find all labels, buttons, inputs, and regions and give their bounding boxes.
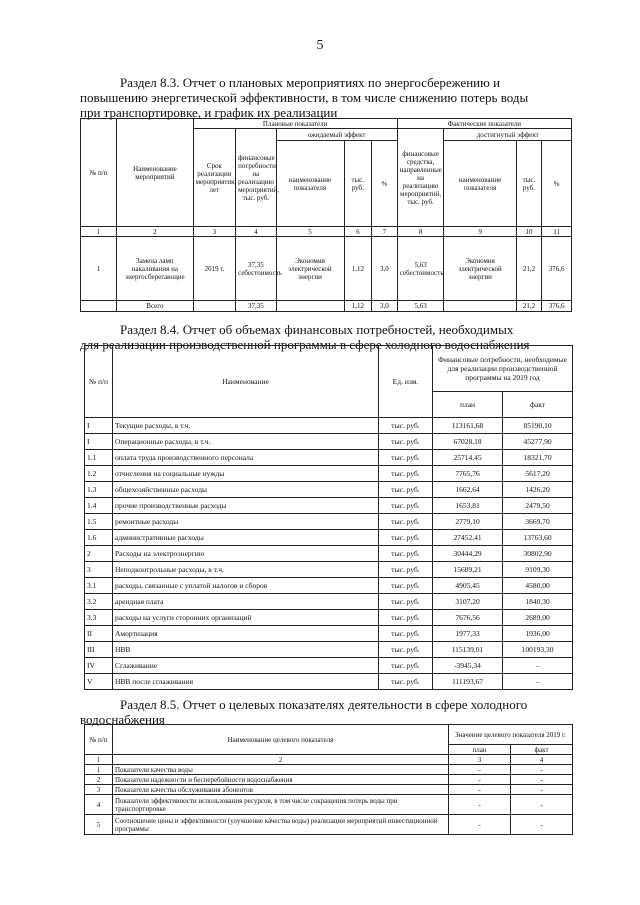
row-num: V <box>85 674 113 690</box>
row-num: 2 <box>85 546 113 562</box>
row-plan: 111193,67 <box>433 674 503 690</box>
header-needs: Финансовые потребности, необходимые для реализации производственной программы на 2019 год <box>433 346 573 392</box>
row-name: Замена ламп накаливания на энергосберегающие <box>117 237 194 301</box>
header-name: Наименование <box>113 346 379 418</box>
header-name: Наименование мероприятий <box>117 119 194 227</box>
row-plan: 67028,18 <box>433 434 503 450</box>
table-row <box>85 434 573 450</box>
row-plan: 30444,29 <box>433 546 503 562</box>
row-num: 3.3 <box>85 610 113 626</box>
header-achieved-effect: достигнутый эффект <box>444 129 572 141</box>
row-num: 5 <box>85 815 113 835</box>
col-number: 11 <box>542 227 572 237</box>
target-indicators-table <box>84 724 573 835</box>
header-num: № п/п <box>81 119 117 227</box>
header-ach-pct: % <box>542 141 572 227</box>
row-num: 3.2 <box>85 594 113 610</box>
header-planned: Плановые показатели <box>193 119 397 129</box>
row-name: ремонтные расходы <box>113 514 379 530</box>
section-8-3-title-line2: повышению энергетической эффективности, в том числе снижению потерь воды <box>80 90 529 105</box>
header-ach-rub: тыс. руб. <box>516 141 542 227</box>
row-fact: - <box>511 775 573 785</box>
column-numbers-row <box>81 227 572 237</box>
row-name: административные расходы <box>113 530 379 546</box>
total-ach-rub: 21,2 <box>516 301 542 312</box>
row-fact: 13763,60 <box>503 530 573 546</box>
row-term: 2019 г. <box>193 237 236 301</box>
row-name: арендная плата <box>113 594 379 610</box>
row-name: Показатели надежности и бесперебойности водоснабжения <box>113 775 449 785</box>
row-fin-plan: 37,35 себестоимость <box>236 237 276 301</box>
row-name: Показатели эффективности использования ресурсов, в том числе сокращения потерь воды при транспортировке <box>113 795 449 815</box>
row-num: 1.1 <box>85 450 113 466</box>
row-name: Сглаживание <box>113 658 379 674</box>
row-name: расходы, связанные с уплатой налогов и сборов <box>113 578 379 594</box>
col-number: 10 <box>516 227 542 237</box>
row-num: III <box>85 642 113 658</box>
row-unit: тыс. руб. <box>379 434 433 450</box>
column-numbers-row <box>85 755 573 765</box>
row-ach-pct: 376,6 <box>542 237 572 301</box>
col-number: 2 <box>117 227 194 237</box>
col-number: 7 <box>372 227 398 237</box>
row-num: 1 <box>85 765 113 775</box>
table-row <box>85 610 573 626</box>
table-row <box>85 450 573 466</box>
row-name: прочие производственные расходы <box>113 498 379 514</box>
table-row <box>85 815 573 835</box>
row-name: Операционные расходы, в т.ч. <box>113 434 379 450</box>
header-fact: факт <box>503 392 573 418</box>
row-fact: - <box>503 658 573 674</box>
row-unit: тыс. руб. <box>379 498 433 514</box>
row-unit: тыс. руб. <box>379 658 433 674</box>
section-8-5-title <box>80 697 575 727</box>
row-fact: - <box>503 674 573 690</box>
table-row <box>85 775 573 785</box>
row-plan: 113161,68 <box>433 418 503 434</box>
row-fact: 3669,70 <box>503 514 573 530</box>
row-unit: тыс. руб. <box>379 626 433 642</box>
col-number: 5 <box>276 227 344 237</box>
table-row <box>85 530 573 546</box>
table-row <box>85 514 573 530</box>
row-plan: - <box>449 795 511 815</box>
header-exp-pct: % <box>372 141 398 227</box>
total-ach-pct: 376,6 <box>542 301 572 312</box>
row-num: IV <box>85 658 113 674</box>
row-ach-name: Экономия электрической энергии <box>444 237 516 301</box>
row-unit: тыс. руб. <box>379 514 433 530</box>
col-number: 1 <box>81 227 117 237</box>
table-row <box>85 498 573 514</box>
table-row <box>85 642 573 658</box>
row-unit: тыс. руб. <box>379 610 433 626</box>
header-fin-actual: финансовые средства, направленные на реализацию мероприятий, тыс. руб. <box>397 129 444 227</box>
row-name: Расходы на электроэнергию <box>113 546 379 562</box>
row-fact: 100193,30 <box>503 642 573 658</box>
row-ach-rub: 21,2 <box>516 237 542 301</box>
row-plan: - <box>449 775 511 785</box>
row-plan: 1662,64 <box>433 482 503 498</box>
row-fact: - <box>511 785 573 795</box>
row-name: отчисления на социальные нужды <box>113 466 379 482</box>
total-exp-pct: 3,0 <box>372 301 398 312</box>
col-number: 4 <box>236 227 276 237</box>
col-number: 9 <box>444 227 516 237</box>
row-fact: 18321,70 <box>503 450 573 466</box>
row-exp-rub: 1,12 <box>344 237 372 301</box>
row-name: Амортизация <box>113 626 379 642</box>
energy-saving-table <box>80 118 572 312</box>
row-num: 3 <box>85 785 113 795</box>
header-exp-indicator: наименование показателя <box>276 141 344 227</box>
section-8-4-title-line2: для реализации производственной программы в сфере холодного водоснабжения <box>80 337 530 352</box>
row-fact: 1840,30 <box>503 594 573 610</box>
header-plan: план <box>433 392 503 418</box>
total-label: Всего <box>117 301 194 312</box>
row-exp-name: Экономия электрической энергии <box>276 237 344 301</box>
table-row <box>85 546 573 562</box>
row-fact: 2689,00 <box>503 610 573 626</box>
row-fact: 1936,00 <box>503 626 573 642</box>
row-num: I <box>85 434 113 450</box>
header-fact: факт <box>511 745 573 755</box>
row-plan: 7765,76 <box>433 466 503 482</box>
row-unit: тыс. руб. <box>379 466 433 482</box>
row-plan: 1977,33 <box>433 626 503 642</box>
row-unit: тыс. руб. <box>379 674 433 690</box>
row-plan: 7676,56 <box>433 610 503 626</box>
section-8-3-title <box>80 75 570 120</box>
row-plan: 4905,45 <box>433 578 503 594</box>
section-8-5-title-line2: водоснабжения <box>80 712 165 727</box>
row-num: I <box>85 418 113 434</box>
col-number: 6 <box>344 227 372 237</box>
col-number: 8 <box>397 227 444 237</box>
row-fact: - <box>511 765 573 775</box>
row-fact: - <box>511 815 573 835</box>
header-unit: Ед. изм. <box>379 346 433 418</box>
row-unit: тыс. руб. <box>379 482 433 498</box>
header-actual: Фактические показатели <box>397 119 571 129</box>
row-exp-pct: 3,0 <box>372 237 398 301</box>
header-ach-indicator: наименование показателя <box>444 141 516 227</box>
row-plan: 15689,21 <box>433 562 503 578</box>
total-fin-actual: 5,63 <box>397 301 444 312</box>
header-value: Значение целевого показателя 2019 г. <box>449 725 573 745</box>
row-num: 1.2 <box>85 466 113 482</box>
row-unit: тыс. руб. <box>379 418 433 434</box>
row-fact: - <box>511 795 573 815</box>
row-plan: 27452,41 <box>433 530 503 546</box>
row-plan: 25714,45 <box>433 450 503 466</box>
row-unit: тыс. руб. <box>379 450 433 466</box>
table-row <box>85 466 573 482</box>
row-plan: 3107,20 <box>433 594 503 610</box>
row-name: НВВ <box>113 642 379 658</box>
row-fact: 9109,30 <box>503 562 573 578</box>
row-plan: 2779,10 <box>433 514 503 530</box>
col-number: 4 <box>511 755 573 765</box>
row-fact: 5617,20 <box>503 466 573 482</box>
row-num: 3 <box>85 562 113 578</box>
row-num: 1.6 <box>85 530 113 546</box>
row-name: оплата труда производственного персонала <box>113 450 379 466</box>
row-plan: - <box>449 815 511 835</box>
table-row <box>85 658 573 674</box>
table-row <box>81 237 572 301</box>
row-plan: 1653,81 <box>433 498 503 514</box>
row-plan: - <box>449 765 511 775</box>
row-num: 1.4 <box>85 498 113 514</box>
table-row <box>85 594 573 610</box>
section-8-3-title-line1: Раздел 8.3. Отчет о плановых мероприятиях по энергосбережению и <box>120 75 501 90</box>
section-8-5-title-line1: Раздел 8.5. Отчет о целевых показателях деятельности в сфере холодного <box>120 697 528 712</box>
total-exp-rub: 1,12 <box>344 301 372 312</box>
row-fact: 4580,00 <box>503 578 573 594</box>
row-fact: 85190,10 <box>503 418 573 434</box>
header-plan: план <box>449 745 511 755</box>
table-row <box>85 795 573 815</box>
table-row <box>85 785 573 795</box>
row-num: 4 <box>85 795 113 815</box>
row-unit: тыс. руб. <box>379 594 433 610</box>
row-name: Показатели качества обслуживания абонентов <box>113 785 449 795</box>
header-num: № п/п <box>85 346 113 418</box>
row-plan: -3945,34 <box>433 658 503 674</box>
col-number: 3 <box>193 227 236 237</box>
section-8-4-title-line1: Раздел 8.4. Отчет об объемах финансовых потребностей, необходимых <box>120 322 514 337</box>
row-num: 2 <box>85 775 113 785</box>
header-fin-plan: финансовые потребности на реализацию мероприятий, тыс. руб. <box>236 129 276 227</box>
row-unit: тыс. руб. <box>379 578 433 594</box>
page-number: 5 <box>316 38 324 53</box>
row-name: Показатели качества воды <box>113 765 449 775</box>
row-fact: 1426,20 <box>503 482 573 498</box>
row-fact: 30802,90 <box>503 546 573 562</box>
header-expected-effect: ожидаемый эффект <box>276 129 397 141</box>
row-name: Текущие расходы, в т.ч. <box>113 418 379 434</box>
row-name: Соотношение цены и эффективности (улучшение качества воды) реализации мероприятий инвестиционной программы <box>113 815 449 835</box>
row-num: 3.1 <box>85 578 113 594</box>
col-number: 3 <box>449 755 511 765</box>
col-number: 2 <box>113 755 449 765</box>
row-name: расходы на услуги сторонних организаций <box>113 610 379 626</box>
header-term: Срок реализации мероприятия, лет <box>193 129 236 227</box>
table-row <box>85 674 573 690</box>
col-number: 1 <box>85 755 113 765</box>
table-row <box>85 418 573 434</box>
row-unit: тыс. руб. <box>379 642 433 658</box>
table-row <box>85 765 573 775</box>
row-name: НВВ после сглаживания <box>113 674 379 690</box>
row-num: 1 <box>81 237 117 301</box>
header-name: Наименование целевого показателя <box>113 725 449 755</box>
row-unit: тыс. руб. <box>379 530 433 546</box>
row-name: Неподконтрольные расходы, в т.ч. <box>113 562 379 578</box>
header-num: № п/п <box>85 725 113 755</box>
table-row <box>85 578 573 594</box>
row-num: II <box>85 626 113 642</box>
section-8-3-title-line3: при транспортировке, и график их реализации <box>80 105 338 120</box>
row-plan: - <box>449 785 511 795</box>
table-row <box>85 626 573 642</box>
row-name: общехозяйственные расходы <box>113 482 379 498</box>
row-fact: 2479,50 <box>503 498 573 514</box>
row-plan: 115139,01 <box>433 642 503 658</box>
financial-needs-table <box>84 345 573 690</box>
total-row <box>81 301 572 312</box>
row-unit: тыс. руб. <box>379 562 433 578</box>
row-num: 1.5 <box>85 514 113 530</box>
header-exp-rub: тыс. руб. <box>344 141 372 227</box>
total-fin-plan: 37,35 <box>236 301 276 312</box>
table-row <box>85 562 573 578</box>
table-row <box>85 482 573 498</box>
row-fact: 45277,90 <box>503 434 573 450</box>
row-unit: тыс. руб. <box>379 546 433 562</box>
row-fin-actual: 5,63 себестоимость <box>397 237 444 301</box>
row-num: 1.3 <box>85 482 113 498</box>
